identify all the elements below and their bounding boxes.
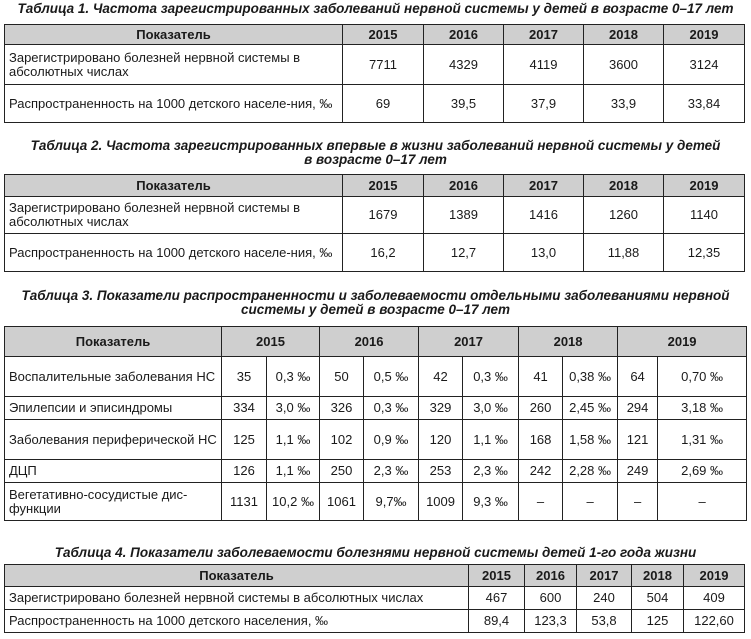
cell-value: 12,35 <box>664 234 745 272</box>
cell-rate: 2,45 ‰ <box>563 397 618 420</box>
table3 <box>4 326 747 521</box>
table-row <box>5 85 745 123</box>
row-label: Зарегистрировано болезней нервной системы в абсолютных числах <box>5 587 469 610</box>
cell-rate: 2,28 ‰ <box>563 460 618 483</box>
table4-header-indicator: Показатель <box>5 565 469 587</box>
cell-rate: 1,1 ‰ <box>267 460 320 483</box>
row-label: Зарегистрировано болезней нервной системы в абсолютных числах <box>5 197 343 234</box>
cell-value: 11,88 <box>584 234 664 272</box>
table-row <box>5 397 747 420</box>
cell-value: 3124 <box>664 45 745 85</box>
cell-value: 53,8 <box>577 610 632 633</box>
row-label: Эпилепсии и эписиндромы <box>5 397 222 420</box>
cell-count: 326 <box>320 397 364 420</box>
table4-header-year: 2015 <box>469 565 525 587</box>
cell-count: 35 <box>222 357 267 397</box>
table2-header-year: 2019 <box>664 175 745 197</box>
cell-rate: 2,3 ‰ <box>364 460 419 483</box>
row-label: Воспалительные заболевания НС <box>5 357 222 397</box>
cell-rate: 0,70 ‰ <box>658 357 747 397</box>
table3-caption-line2: системы у детей в возрасте 0–17 лет <box>240 302 511 317</box>
cell-rate: 3,18 ‰ <box>658 397 747 420</box>
cell-count: 102 <box>320 420 364 460</box>
table3-header-indicator: Показатель <box>5 327 222 357</box>
cell-rate: 2,69 ‰ <box>658 460 747 483</box>
cell-value: 1140 <box>664 197 745 234</box>
cell-value: 3600 <box>584 45 664 85</box>
cell-count: 41 <box>519 357 563 397</box>
cell-value: 409 <box>684 587 745 610</box>
row-label: Вегетативно-сосудистые дис-функции <box>5 483 222 521</box>
table-row <box>5 587 745 610</box>
table2-caption-line2: в возрасте 0–17 лет <box>304 152 447 167</box>
row-label: Зарегистрировано болезней нервной системы в абсолютных числах <box>5 45 343 85</box>
cell-rate: – <box>658 483 747 521</box>
cell-count: – <box>618 483 658 521</box>
table1-header-row <box>5 25 745 45</box>
cell-count: 260 <box>519 397 563 420</box>
table2-caption <box>0 139 751 167</box>
table3-caption <box>0 289 751 317</box>
table1-header-year: 2015 <box>343 25 424 45</box>
cell-count: 253 <box>419 460 463 483</box>
table-row <box>5 483 747 521</box>
cell-count: 126 <box>222 460 267 483</box>
table3-header-year: 2015 <box>222 327 320 357</box>
table4-caption: Таблица 4. Показатели заболеваемости болезнями нервной системы детей 1-го года жизни <box>54 545 697 560</box>
cell-rate: 9,3 ‰ <box>463 483 519 521</box>
table-row <box>5 420 747 460</box>
cell-rate: 0,9 ‰ <box>364 420 419 460</box>
cell-value: 1260 <box>584 197 664 234</box>
row-label: ДЦП <box>5 460 222 483</box>
cell-value: 240 <box>577 587 632 610</box>
cell-value: 33,9 <box>584 85 664 123</box>
table-row <box>5 197 745 234</box>
table1-caption: Таблица 1. Частота зарегистрированных заболеваний нервной системы у детей в возрасте 0–17 лет <box>17 1 734 16</box>
table3-header-year: 2016 <box>320 327 419 357</box>
cell-rate: – <box>563 483 618 521</box>
cell-count: 242 <box>519 460 563 483</box>
cell-value: 13,0 <box>504 234 584 272</box>
table2-header-row <box>5 175 745 197</box>
table-row <box>5 234 745 272</box>
cell-value: 7711 <box>343 45 424 85</box>
table4-header-year: 2016 <box>525 565 577 587</box>
table1-header-year: 2019 <box>664 25 745 45</box>
cell-rate: 1,1 ‰ <box>267 420 320 460</box>
cell-count: 50 <box>320 357 364 397</box>
cell-count: 1131 <box>222 483 267 521</box>
cell-value: 122,60 <box>684 610 745 633</box>
cell-rate: 0,3 ‰ <box>463 357 519 397</box>
cell-rate: 3,0 ‰ <box>267 397 320 420</box>
cell-value: 33,84 <box>664 85 745 123</box>
cell-rate: 2,3 ‰ <box>463 460 519 483</box>
cell-value: 600 <box>525 587 577 610</box>
cell-rate: 1,58 ‰ <box>563 420 618 460</box>
row-label: Распространенность на 1000 детского населе-ния, ‰ <box>5 234 343 272</box>
cell-count: 334 <box>222 397 267 420</box>
cell-value: 89,4 <box>469 610 525 633</box>
table1-header-indicator: Показатель <box>5 25 343 45</box>
cell-value: 467 <box>469 587 525 610</box>
cell-value: 69 <box>343 85 424 123</box>
table4-header-year: 2018 <box>632 565 684 587</box>
cell-value: 12,7 <box>424 234 504 272</box>
cell-count: 64 <box>618 357 658 397</box>
cell-count: 1061 <box>320 483 364 521</box>
cell-count: 121 <box>618 420 658 460</box>
table2 <box>4 174 745 272</box>
table4-header-row <box>5 565 745 587</box>
cell-count: 329 <box>419 397 463 420</box>
table2-header-year: 2017 <box>504 175 584 197</box>
cell-value: 4329 <box>424 45 504 85</box>
table2-header-indicator: Показатель <box>5 175 343 197</box>
table-row <box>5 357 747 397</box>
table4-header-year: 2017 <box>577 565 632 587</box>
table2-caption-line1: Таблица 2. Частота зарегистрированных впервые в жизни заболеваний нервной системы у детей <box>30 138 721 153</box>
cell-rate: 0,38 ‰ <box>563 357 618 397</box>
cell-value: 504 <box>632 587 684 610</box>
table4-header-year: 2019 <box>684 565 745 587</box>
cell-rate: 0,3 ‰ <box>364 397 419 420</box>
cell-count: 250 <box>320 460 364 483</box>
table1 <box>4 24 745 123</box>
cell-value: 1389 <box>424 197 504 234</box>
table2-header-year: 2015 <box>343 175 424 197</box>
cell-count: – <box>519 483 563 521</box>
cell-value: 37,9 <box>504 85 584 123</box>
table3-header-year: 2019 <box>618 327 747 357</box>
cell-count: 120 <box>419 420 463 460</box>
row-label: Распространенность на 1000 детского населе-ния, ‰ <box>5 85 343 123</box>
cell-rate: 1,1 ‰ <box>463 420 519 460</box>
cell-count: 1009 <box>419 483 463 521</box>
table3-header-row <box>5 327 747 357</box>
cell-value: 39,5 <box>424 85 504 123</box>
cell-value: 4119 <box>504 45 584 85</box>
cell-value: 1679 <box>343 197 424 234</box>
cell-value: 123,3 <box>525 610 577 633</box>
cell-rate: 3,0 ‰ <box>463 397 519 420</box>
cell-value: 125 <box>632 610 684 633</box>
cell-count: 125 <box>222 420 267 460</box>
table-row <box>5 460 747 483</box>
table1-header-year: 2016 <box>424 25 504 45</box>
cell-count: 249 <box>618 460 658 483</box>
row-label: Распространенность на 1000 детского населения, ‰ <box>5 610 469 633</box>
table3-header-year: 2018 <box>519 327 618 357</box>
table-row <box>5 610 745 633</box>
row-label: Заболевания периферической НС <box>5 420 222 460</box>
table1-header-year: 2017 <box>504 25 584 45</box>
table3-caption-line1: Таблица 3. Показатели распространенности и заболеваемости отдельными заболеваниями нервной <box>21 288 730 303</box>
cell-rate: 0,3 ‰ <box>267 357 320 397</box>
cell-count: 294 <box>618 397 658 420</box>
cell-value: 1416 <box>504 197 584 234</box>
table-row <box>5 45 745 85</box>
cell-value: 16,2 <box>343 234 424 272</box>
cell-count: 168 <box>519 420 563 460</box>
table2-header-year: 2018 <box>584 175 664 197</box>
table3-header-year: 2017 <box>419 327 519 357</box>
table1-header-year: 2018 <box>584 25 664 45</box>
table2-header-year: 2016 <box>424 175 504 197</box>
cell-count: 42 <box>419 357 463 397</box>
cell-rate: 9,7‰ <box>364 483 419 521</box>
cell-rate: 0,5 ‰ <box>364 357 419 397</box>
cell-rate: 1,31 ‰ <box>658 420 747 460</box>
cell-rate: 10,2 ‰ <box>267 483 320 521</box>
table4 <box>4 564 745 633</box>
